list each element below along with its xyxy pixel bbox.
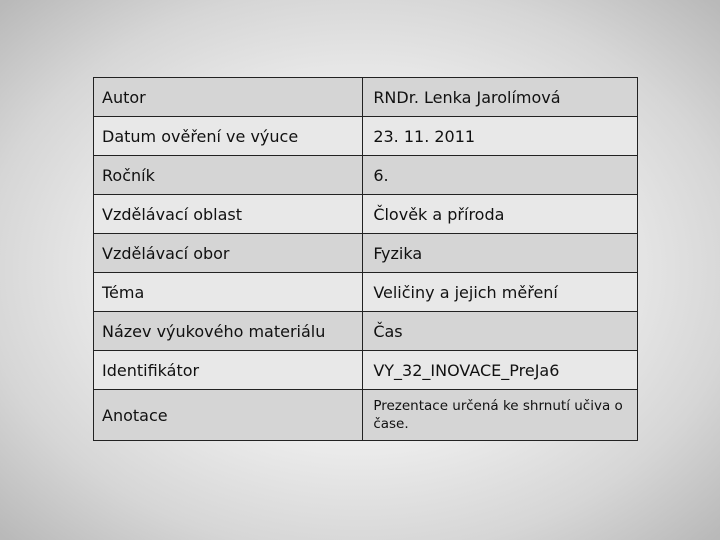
row-label-tema: Téma [94, 273, 363, 312]
table-row [94, 234, 638, 273]
row-value-identifikator: VY_32_INOVACE_PreJa6 [363, 351, 638, 390]
row-value-rocnik: 6. [363, 156, 638, 195]
table-row [94, 312, 638, 351]
table-row [94, 351, 638, 390]
row-label-oblast: Vzdělávací oblast [94, 195, 363, 234]
row-value-nazev: Čas [363, 312, 638, 351]
table-row [94, 156, 638, 195]
row-label-datum: Datum ověření ve výuce [94, 117, 363, 156]
row-value-obor: Fyzika [363, 234, 638, 273]
row-value-oblast: Člověk a příroda [363, 195, 638, 234]
row-label-obor: Vzdělávací obor [94, 234, 363, 273]
metadata-table [93, 77, 638, 441]
row-label-rocnik: Ročník [94, 156, 363, 195]
table-row [94, 117, 638, 156]
table-row [94, 273, 638, 312]
row-value-datum: 23. 11. 2011 [363, 117, 638, 156]
row-label-autor: Autor [94, 78, 363, 117]
row-label-identifikator: Identifikátor [94, 351, 363, 390]
table-row [94, 390, 638, 441]
row-value-autor: RNDr. Lenka Jarolímová [363, 78, 638, 117]
row-label-nazev: Název výukového materiálu [94, 312, 363, 351]
row-label-anotace: Anotace [94, 390, 363, 441]
row-value-tema: Veličiny a jejich měření [363, 273, 638, 312]
row-value-anotace: Prezentace určená ke shrnutí učiva o čase. [363, 390, 638, 441]
table-row [94, 78, 638, 117]
table-row [94, 195, 638, 234]
